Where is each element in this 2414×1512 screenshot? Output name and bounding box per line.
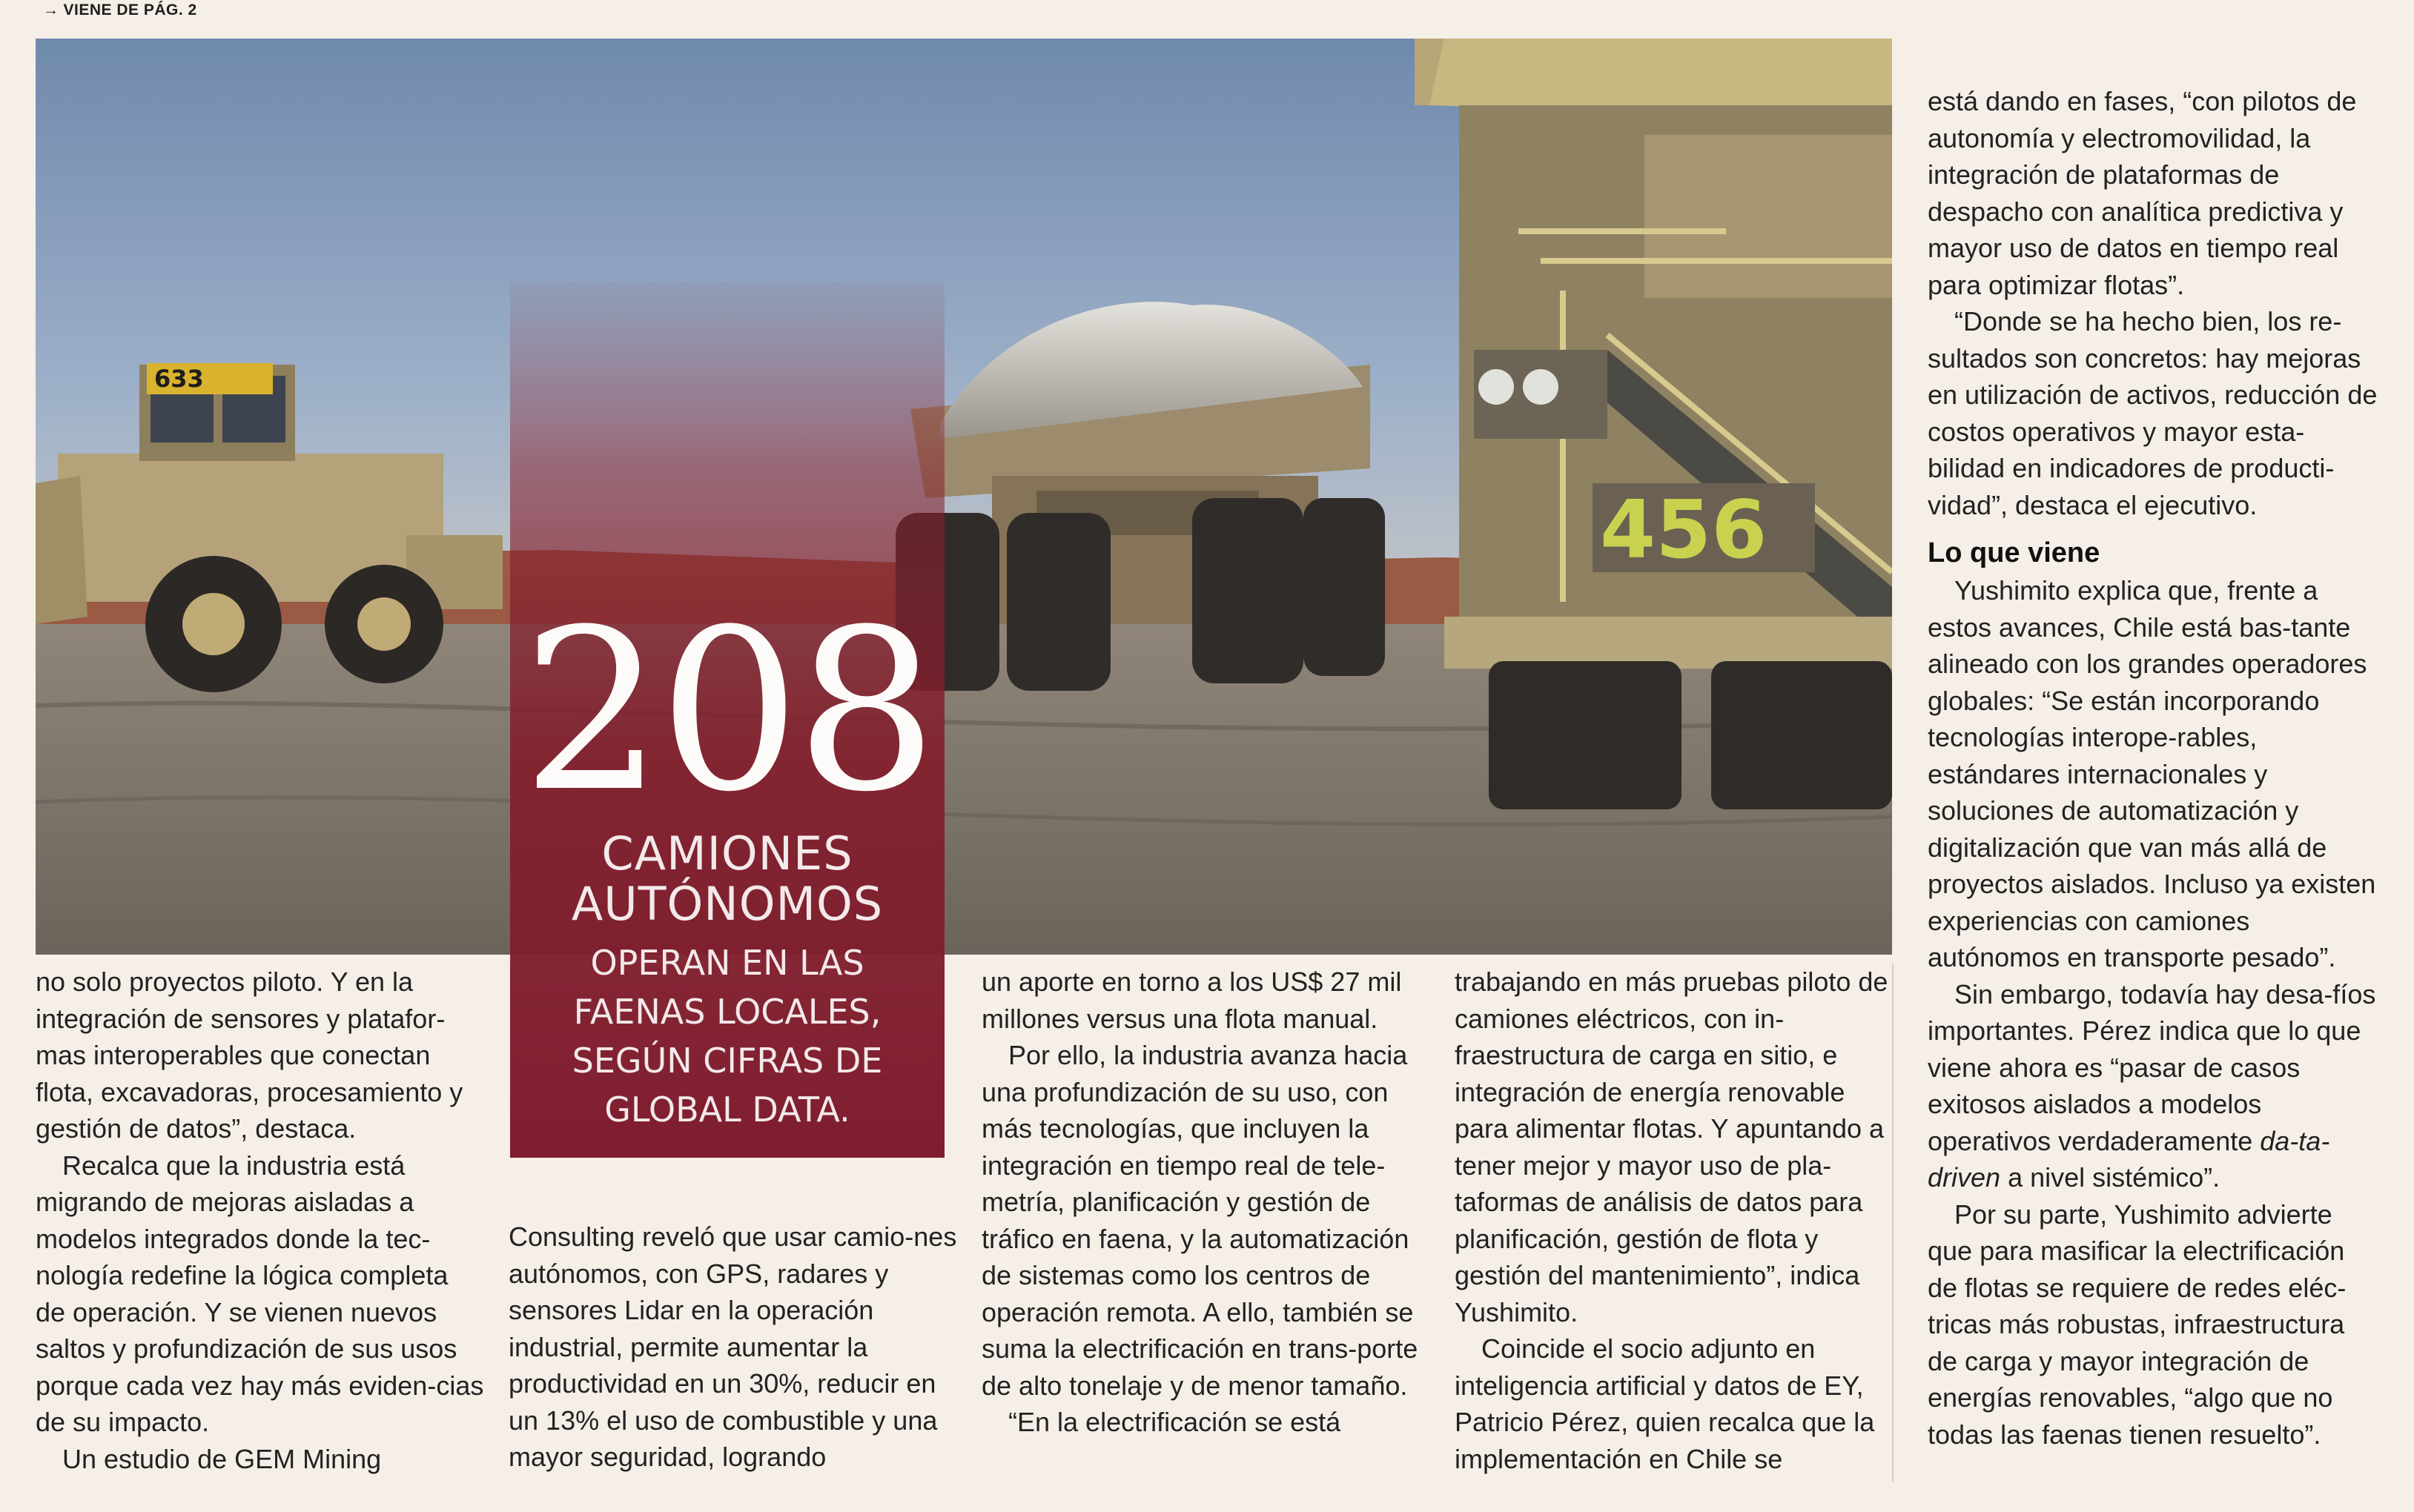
- stat-label-primary-line: AUTÓNOMOS: [571, 877, 884, 931]
- section-heading: Lo que viene: [1928, 537, 2100, 568]
- paragraph: [1928, 976, 2380, 1196]
- page-jump-reference: [43, 1, 197, 19]
- paragraph: Recalca que la industria está migrando de mejoras aisladas a modelos integrados donde la tec-nología redefine la lógica completa de operación. Y se vienen nuevos saltos y profundización de sus usos porque cada vez hay más eviden-cias de su impacto.: [36, 1150, 484, 1437]
- text-column-4: [1455, 964, 1904, 1477]
- paragraph: está dando en fases, “con pilotos de autonomía y electromovilidad, la integración de plataformas de despacho con analítica predictiva y mayor uso de datos en tiempo real para optimizar flotas”.: [1928, 86, 2357, 300]
- stat-label-secondary: [510, 938, 945, 1134]
- paragraph: “En la electrificación se está: [1008, 1407, 1341, 1437]
- stat-label-secondary-line: FAENAS LOCALES,: [573, 992, 882, 1032]
- stat-label-secondary-line: OPERAN EN LAS: [590, 943, 864, 983]
- paragraph: Consulting reveló que usar camio-nes autónomos, con GPS, radares y sensores Lidar en la operación industrial, permite aumentar la productividad en un 30%, reducir en un 13% el uso de combustible y una mayor seguridad, logrando: [509, 1221, 957, 1472]
- paragraph: Por su parte, Yushimito advierte que para masificar la electrificación de flotas se requiere de redes eléc-tricas más robustas, infraestructura de carga y mayor integración de energías renovables, “algo que no todas las faenas tienen resuelto”.: [1928, 1198, 2347, 1450]
- loader-number: 633: [154, 365, 204, 393]
- paragraph: Coincide el socio adjunto en inteligencia artificial y datos de EY, Patricio Pérez, quien recalca que la implementación en Chile se: [1455, 1333, 1875, 1474]
- paragraph-text: a nivel sistémico”.: [2000, 1162, 2220, 1193]
- arrow-right-icon: →: [43, 1, 59, 19]
- mining-photo: [36, 39, 1892, 955]
- column-divider: [1892, 964, 1894, 1482]
- paragraph: Por ello, la industria avanza hacia una profundización de su uso, con más tecnologías, que incluyen la integración en tiempo real de tele-metría, planificación y gestión de tráfico en faena, y la automatización de sistemas como los centros de operación remota. A ello, también se suma la electrificación en trans-porte de alto tonelaje y de menor tamaño.: [982, 1040, 1418, 1401]
- text-column-3: [982, 964, 1431, 1441]
- paragraph: Yushimito explica que, frente a estos avances, Chile está bas-tante alineado con los grandes operadores globales: “Se están incorporando tecnologías interope-rables, estándares internacionales y soluciones de automatización y digitalización que van más allá de proyectos aislados. Incluso ya existen experiencias con camiones autónomos en transporte pesado”.: [1928, 575, 2376, 972]
- paragraph: no solo proyectos piloto. Y en la integración de sensores y platafor-mas interoperables que conectan flota, excavadoras, procesamiento y gestión de datos”, destaca.: [36, 966, 463, 1144]
- paragraph: Un estudio de GEM Mining: [62, 1443, 382, 1474]
- text-column-2: [509, 1218, 958, 1476]
- stat-label-secondary-line: SEGÚN CIFRAS DE: [572, 1041, 883, 1081]
- page-jump-label: VIENE DE PÁG. 2: [63, 1, 197, 19]
- text-column-1: [36, 964, 485, 1477]
- truck-number: 456: [1600, 484, 1767, 577]
- stat-callout-box: [510, 282, 945, 1158]
- stat-label-primary: [510, 826, 945, 931]
- stat-label-primary-line: CAMIONES: [601, 826, 853, 881]
- stat-label-secondary-line: GLOBAL DATA.: [604, 1090, 850, 1130]
- paragraph: trabajando en más pruebas piloto de camiones eléctricos, con in-fraestructura de carga en sitio, e integración de energía renovable para alimentar flotas. Y apuntando a tener mejor y mayor uso de pla-taformas de análisis de datos para planificación, gestión de flota y gestión del mantenimiento”, indica Yushimito.: [1455, 966, 1888, 1327]
- emphasis-text: da-ta-driven: [1928, 1125, 2330, 1193]
- paragraph: “Donde se ha hecho bien, los re-sultados son concretos: hay mejoras en utilización de activos, reducción de costos operativos y mayor esta-bilidad en indicadores de producti-vidad”, destaca el ejecutivo.: [1928, 306, 2378, 520]
- paragraph-text: Sin embargo, todavía hay desa-fíos importantes. Pérez indica que lo que viene ahora es “pasar de casos exitosos aislados a modelos operativos verdaderamente: [1928, 978, 2376, 1156]
- text-column-5: [1928, 83, 2380, 1453]
- paragraph: un aporte en torno a los US$ 27 mil millones versus una flota manual.: [982, 966, 1402, 1034]
- stat-number: 208: [521, 582, 933, 840]
